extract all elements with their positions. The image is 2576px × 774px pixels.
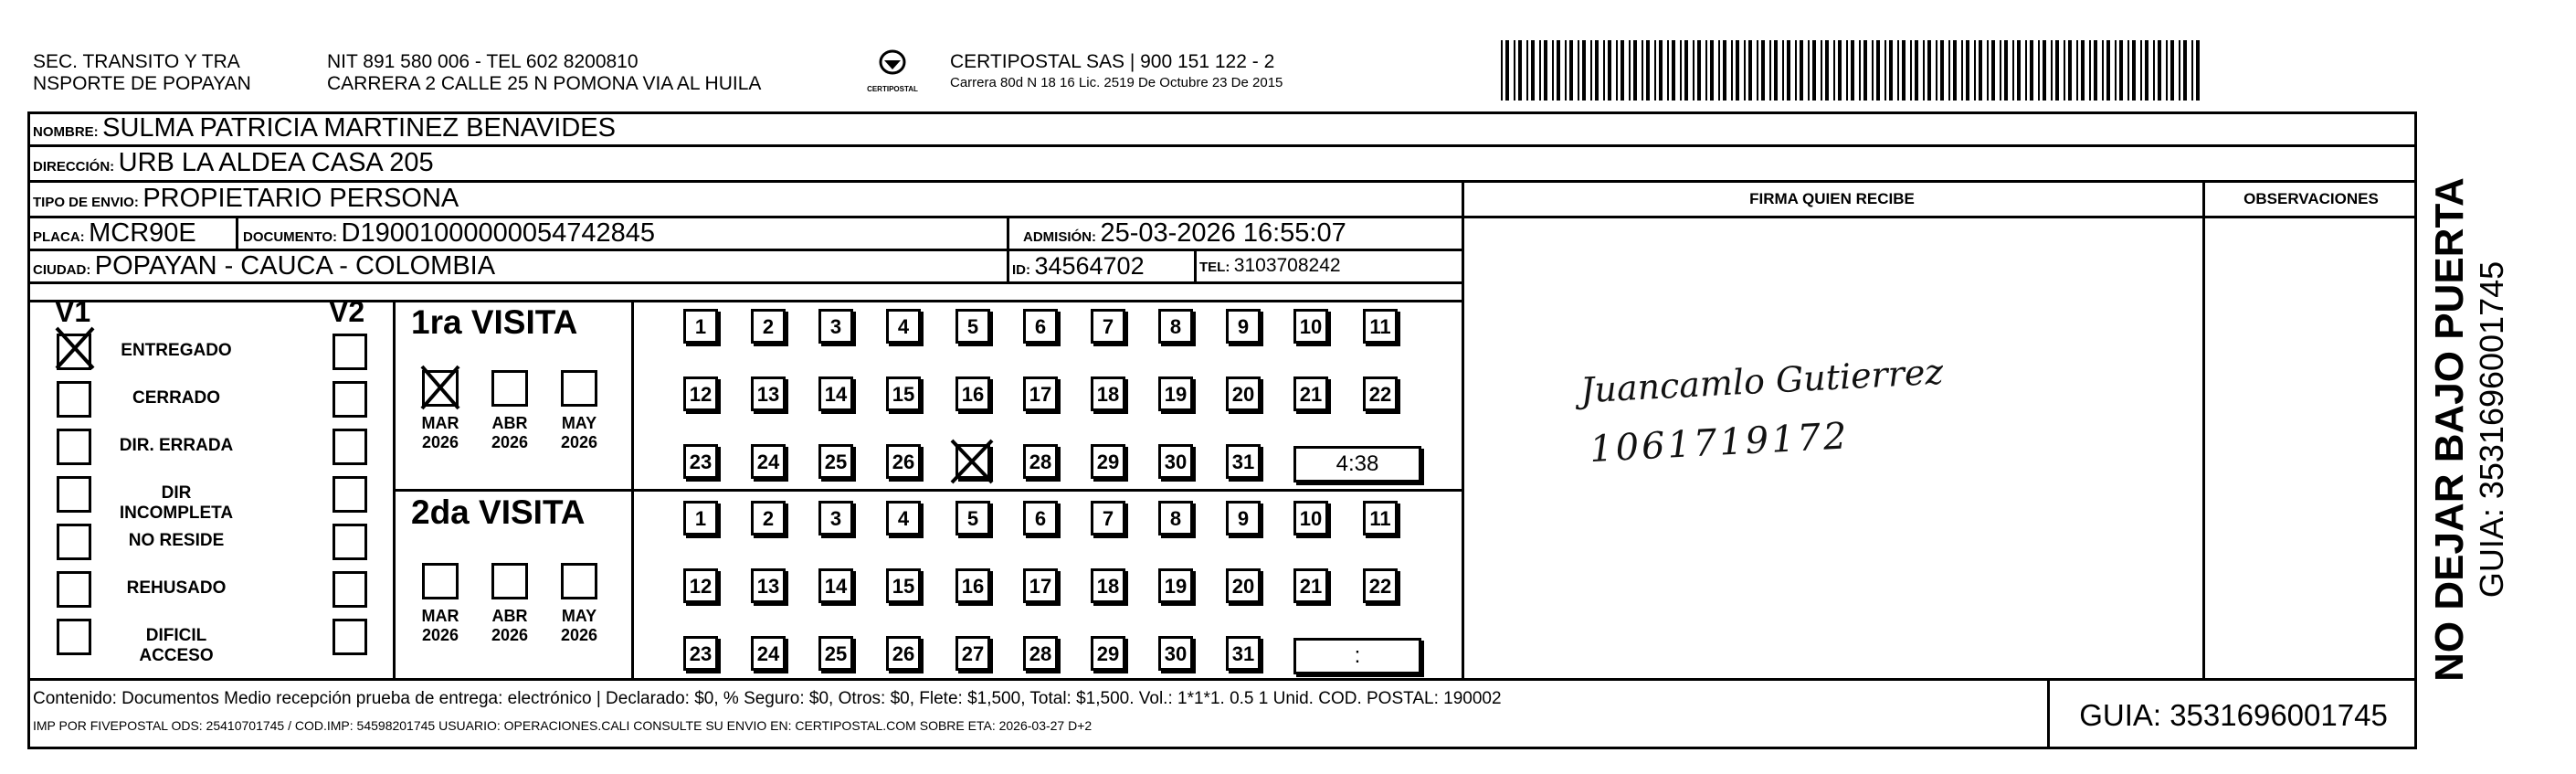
- barcode-bar: [2064, 40, 2065, 101]
- first-visit-day-25[interactable]: 25: [818, 444, 853, 479]
- barcode-bar: [1897, 40, 1899, 101]
- first-visit-day-3[interactable]: 3: [818, 309, 853, 344]
- barcode-bar: [2038, 40, 2040, 101]
- ciudad-cell: [33, 250, 495, 281]
- second-visit-day-31[interactable]: 31: [1226, 636, 1261, 671]
- barcode-bar: [1787, 40, 1790, 101]
- barcode-bar: [1526, 40, 1528, 101]
- barcode-bar: [1697, 40, 1701, 101]
- first-visit-day-13[interactable]: 13: [751, 376, 786, 411]
- barcode-bar: [1846, 40, 1848, 101]
- barcode-bar: [1629, 40, 1631, 101]
- status-label-dificil-acceso: DIFICIL ACCESO: [139, 626, 214, 665]
- v1-checkbox-cerrado[interactable]: [57, 381, 91, 418]
- first-visit-day-5[interactable]: 5: [955, 309, 990, 344]
- barcode-bar: [1979, 40, 1982, 101]
- first-visit-day-8[interactable]: 8: [1158, 309, 1193, 344]
- first-visit-day-17[interactable]: 17: [1023, 376, 1058, 411]
- first-visit-day-1[interactable]: 1: [683, 309, 718, 344]
- signature-name: Juancamlo Gutierrez: [1579, 351, 1945, 411]
- barcode-bar: [1812, 40, 1816, 101]
- first-visit-day-14[interactable]: 14: [818, 376, 853, 411]
- barcode-bar: [1667, 40, 1669, 101]
- second-visit-month-box-abr[interactable]: [491, 563, 528, 599]
- tel-label: TEL:: [1199, 260, 1230, 275]
- barcode-bar: [1953, 40, 1957, 101]
- second-visit-day-16[interactable]: 16: [955, 568, 990, 603]
- barcode-bar: [2017, 40, 2021, 101]
- barcode-bar: [1539, 40, 1541, 101]
- first-visit-day-15[interactable]: 15: [886, 376, 921, 411]
- barcode-bar: [2004, 40, 2008, 101]
- second-visit-day-13[interactable]: 13: [751, 568, 786, 603]
- placa-cell: [33, 217, 196, 249]
- first-visit-month-label-abr: ABR 2026: [491, 414, 529, 451]
- v2-checkbox-entregado[interactable]: [333, 334, 367, 370]
- id-cell: [1012, 250, 1145, 281]
- barcode-bar: [1544, 40, 1547, 101]
- barcode-bar: [2094, 40, 2097, 101]
- firma-header: FIRMA QUIEN RECIBE: [1749, 190, 1915, 207]
- barcode-bar: [2115, 40, 2117, 101]
- first-visit-day-4[interactable]: 4: [886, 309, 921, 344]
- barcode-bar: [1833, 40, 1835, 101]
- barcode-bar: [1927, 40, 1931, 101]
- first-visit-day-30[interactable]: 30: [1158, 444, 1193, 479]
- barcode-bar: [1569, 40, 1573, 101]
- barcode-bar: [1761, 40, 1765, 101]
- first-visit-day-16[interactable]: 16: [955, 376, 990, 411]
- first-visit-title: 1ra VISITA: [411, 303, 578, 341]
- v1-checkbox-dir-errada[interactable]: [57, 429, 91, 465]
- second-visit-month-label-mar: MAR 2026: [421, 607, 459, 644]
- barcode-bar: [2055, 40, 2059, 101]
- barcode-bar: [2179, 40, 2180, 101]
- nombre-value: SULMA PATRICIA MARTINEZ BENAVIDES: [102, 113, 616, 143]
- first-visit-day-21[interactable]: 21: [1293, 376, 1328, 411]
- barcode-bar: [1851, 40, 1854, 101]
- documento-cell: [243, 217, 655, 249]
- second-visit-month-box-may[interactable]: [561, 563, 597, 599]
- first-visit-day-12[interactable]: 12: [683, 376, 718, 411]
- barcode-bar: [1915, 40, 1918, 101]
- first-visit-day-check-mark: [950, 439, 994, 484]
- barcode-bar: [2043, 40, 2046, 101]
- barcode-bar: [2025, 40, 2027, 101]
- barcode-bar: [1974, 40, 1976, 101]
- barcode-bar: [1659, 40, 1663, 101]
- second-visit-day-1[interactable]: 1: [683, 501, 718, 535]
- second-visit-day-4[interactable]: 4: [886, 501, 921, 535]
- barcode-bar: [1774, 40, 1778, 101]
- first-visit-day-24[interactable]: 24: [751, 444, 786, 479]
- second-visit-day-3[interactable]: 3: [818, 501, 853, 535]
- sender-name: SEC. TRANSITO Y TRA NSPORTE DE POPAYAN: [33, 51, 251, 94]
- barcode-bar: [2191, 40, 2193, 101]
- first-visit-day-20[interactable]: 20: [1226, 376, 1261, 411]
- v2-checkbox-rehusado[interactable]: [333, 571, 367, 608]
- signature-id: 1061719172: [1589, 415, 1851, 472]
- barcode-bar: [1936, 40, 1937, 101]
- barcode-bar: [2081, 40, 2085, 101]
- barcode-bar: [1646, 40, 1650, 101]
- side-note: [2426, 137, 2563, 722]
- v1-label: V1: [55, 295, 91, 328]
- second-visit-day-27[interactable]: 27: [955, 636, 990, 671]
- barcode-bar: [1948, 40, 1950, 101]
- v2-checkbox-cerrado[interactable]: [333, 381, 367, 418]
- first-visit-day-7[interactable]: 7: [1091, 309, 1125, 344]
- barcode-bar: [1782, 40, 1784, 101]
- first-visit-day-23[interactable]: 23: [683, 444, 718, 479]
- second-visit-day-10[interactable]: 10: [1293, 501, 1328, 535]
- barcode-bar: [2068, 40, 2072, 101]
- v2-checkbox-dificil-acceso[interactable]: [333, 619, 367, 655]
- barcode-bar: [1590, 40, 1592, 101]
- barcode-bar: [1578, 40, 1579, 101]
- first-visit-time-box[interactable]: 4:38: [1293, 446, 1421, 482]
- first-visit-day-2[interactable]: 2: [751, 309, 786, 344]
- barcode-bar: [1514, 40, 1515, 101]
- side-guia: GUIA: 3531696001745: [2473, 260, 2510, 599]
- status-label-no-reside: NO RESIDE: [128, 531, 225, 550]
- tipo-envio-value: PROPIETARIO PERSONA: [143, 184, 459, 213]
- v1-check-mark: [55, 326, 95, 370]
- barcode-bar: [1889, 40, 1893, 101]
- barcode-bar: [1501, 40, 1503, 101]
- second-visit-day-18[interactable]: 18: [1091, 568, 1125, 603]
- first-visit-day-10[interactable]: 10: [1293, 309, 1328, 344]
- documento-label: DOCUMENTO:: [243, 229, 338, 245]
- v1-checkbox-rehusado[interactable]: [57, 571, 91, 608]
- barcode-bar: [1748, 40, 1752, 101]
- barcode-bar: [1621, 40, 1624, 101]
- barcode-bar: [1705, 40, 1707, 101]
- status-label-rehusado: REHUSADO: [126, 578, 227, 598]
- second-visit-day-20[interactable]: 20: [1226, 568, 1261, 603]
- id-value: 34564702: [1034, 252, 1145, 280]
- second-visit-day-17[interactable]: 17: [1023, 568, 1058, 603]
- barcode-bar: [2119, 40, 2123, 101]
- footer-content: Contenido: Documentos Medio recepción prueba de entrega: electrónico | Declarado: $0, % Seguro: $0, Otros: $0, Flete: $1,500, Total: $1,500. Vol.: 1*1*1. 0.5 1 Unid. COD. POSTAL: 190002: [33, 689, 1502, 708]
- second-visit-month-label-may: MAY 2026: [560, 607, 598, 644]
- barcode-bar: [1884, 40, 1886, 101]
- second-visit-month-box-mar[interactable]: [422, 563, 459, 599]
- second-visit-day-2[interactable]: 2: [751, 501, 786, 535]
- admision-value: 25-03-2026 16:55:07: [1100, 218, 1346, 248]
- barcode-bar: [1961, 40, 1963, 101]
- first-visit-month-box-abr[interactable]: [491, 370, 528, 407]
- status-label-entregado: ENTREGADO: [121, 341, 232, 360]
- barcode-bar: [1800, 40, 1803, 101]
- barcode-bar: [2153, 40, 2155, 101]
- courier-info: CERTIPOSTAL SAS | 900 151 122 - 2 Carrera 80d N 18 16 Lic. 2519 De Octubre 23 De 2015: [950, 51, 1283, 90]
- first-visit-month-label-may: MAY 2026: [560, 414, 598, 451]
- first-visit-month-check-mark: [420, 365, 460, 410]
- barcode-bar: [1731, 40, 1733, 101]
- barcode-bar: [1736, 40, 1739, 101]
- second-visit-time-box[interactable]: :: [1293, 638, 1421, 674]
- barcode-bar: [2196, 40, 2200, 101]
- second-visit-day-22[interactable]: 22: [1363, 568, 1398, 603]
- first-visit-day-11[interactable]: 11: [1363, 309, 1398, 344]
- v1-checkbox-no-reside[interactable]: [57, 524, 91, 560]
- barcode-bar: [2170, 40, 2174, 101]
- observaciones-header: OBSERVACIONES: [2243, 190, 2379, 207]
- barcode-bar: [1684, 40, 1688, 101]
- barcode-bar: [2089, 40, 2091, 101]
- certipostal-logo: [864, 44, 921, 95]
- signature: [1579, 351, 1945, 472]
- v1-checkbox-dir-incompleta[interactable]: [57, 476, 91, 513]
- logo-text: CERTIPOSTAL: [867, 85, 918, 93]
- barcode-bar: [1991, 40, 1995, 101]
- tel-cell: [1199, 250, 1341, 281]
- barcode-bar: [1552, 40, 1554, 101]
- barcode-bar: [1518, 40, 1522, 101]
- placa-value: MCR90E: [89, 218, 196, 248]
- barcode-bar: [1838, 40, 1842, 101]
- barcode-bar: [1723, 40, 1726, 101]
- barcode-bar: [1821, 40, 1822, 101]
- barcode-bar: [1582, 40, 1586, 101]
- first-visit-day-31[interactable]: 31: [1226, 444, 1261, 479]
- barcode-bar: [1902, 40, 1906, 101]
- first-visit-day-26[interactable]: 26: [886, 444, 921, 479]
- second-visit-day-30[interactable]: 30: [1158, 636, 1193, 671]
- first-visit-day-28[interactable]: 28: [1023, 444, 1058, 479]
- first-visit-day-6[interactable]: 6: [1023, 309, 1058, 344]
- v2-label: V2: [329, 295, 365, 328]
- barcode-bar: [2158, 40, 2161, 101]
- barcode-bar: [1557, 40, 1560, 101]
- barcode-bar: [1876, 40, 1880, 101]
- barcode-bar: [1565, 40, 1567, 101]
- tipo-envio-label: TIPO DE ENVIO:: [33, 195, 139, 210]
- status-label-dir-errada: DIR. ERRADA: [119, 436, 234, 455]
- second-visit-day-8[interactable]: 8: [1158, 501, 1193, 535]
- barcode-bar: [1940, 40, 1944, 101]
- barcode-bar: [2183, 40, 2187, 101]
- second-visit-day-14[interactable]: 14: [818, 568, 853, 603]
- barcode-bar: [1603, 40, 1605, 101]
- first-visit-day-18[interactable]: 18: [1091, 376, 1125, 411]
- barcode-bar: [1718, 40, 1720, 101]
- barcode-bar: [2166, 40, 2168, 101]
- barcode-bar: [2000, 40, 2001, 101]
- second-visit-day-26[interactable]: 26: [886, 636, 921, 671]
- second-visit-day-25[interactable]: 25: [818, 636, 853, 671]
- barcode-bar: [1795, 40, 1797, 101]
- barcode-bar: [2106, 40, 2110, 101]
- nombre-label: NOMBRE:: [33, 124, 99, 140]
- second-visit-title: 2da VISITA: [411, 493, 586, 531]
- v2-checkbox-dir-errada[interactable]: [333, 429, 367, 465]
- second-visit-month-label-abr: ABR 2026: [491, 607, 529, 644]
- barcode-bar: [1633, 40, 1637, 101]
- barcode-bar: [1923, 40, 1925, 101]
- v2-checkbox-no-reside[interactable]: [333, 524, 367, 560]
- status-label-cerrado: CERRADO: [132, 388, 221, 408]
- id-label: ID:: [1012, 262, 1030, 278]
- barcode-bar: [2030, 40, 2033, 101]
- barcode-bar: [1595, 40, 1599, 101]
- second-visit-day-23[interactable]: 23: [683, 636, 718, 671]
- ciudad-label: CIUDAD:: [33, 262, 91, 278]
- second-visit-day-21[interactable]: 21: [1293, 568, 1328, 603]
- admision-label: ADMISIÓN:: [1023, 229, 1096, 245]
- first-visit-month-label-mar: MAR 2026: [421, 414, 459, 451]
- second-visit-day-7[interactable]: 7: [1091, 501, 1125, 535]
- barcode-bar: [1757, 40, 1758, 101]
- v2-checkbox-dir-incompleta[interactable]: [333, 476, 367, 513]
- barcode-bar: [1872, 40, 1874, 101]
- barcode-bar: [2132, 40, 2136, 101]
- second-visit-day-6[interactable]: 6: [1023, 501, 1058, 535]
- second-visit-day-11[interactable]: 11: [1363, 501, 1398, 535]
- footer-guia: GUIA: 3531696001745: [2079, 698, 2388, 732]
- first-visit-day-9[interactable]: 9: [1226, 309, 1261, 344]
- direccion-value: URB LA ALDEA CASA 205: [118, 148, 434, 177]
- tel-value: 3103708242: [1233, 255, 1341, 276]
- barcode-bar: [1642, 40, 1643, 101]
- barcode-bar: [2140, 40, 2142, 101]
- barcode-bar: [1987, 40, 1989, 101]
- footer-print-info: IMP POR FIVEPOSTAL ODS: 25410701745 / COD.IMP: 54598201745 USUARIO: OPERACIONES.CALI CONSULTE SU ENVIO EN: CERTIPOSTAL.COM SOBRE ETA: 2026-03-27 D+2: [33, 718, 1093, 733]
- barcode-bar: [1608, 40, 1611, 101]
- documento-value: D19001000000054742845: [341, 218, 656, 248]
- first-visit-day-19[interactable]: 19: [1158, 376, 1193, 411]
- second-visit-day-15[interactable]: 15: [886, 568, 921, 603]
- admision-cell: [1023, 217, 1346, 249]
- barcode-bar: [1680, 40, 1682, 101]
- direccion-row: [33, 146, 434, 180]
- barcode-bar: [1966, 40, 1969, 101]
- nombre-row: [33, 111, 616, 144]
- ciudad-value: POPAYAN - CAUCA - COLOMBIA: [94, 251, 496, 281]
- v1-checkbox-dificil-acceso[interactable]: [57, 619, 91, 655]
- first-visit-day-22[interactable]: 22: [1363, 376, 1398, 411]
- barcode-bar: [1672, 40, 1675, 101]
- barcode: [1501, 40, 2207, 101]
- second-visit-day-9[interactable]: 9: [1226, 501, 1261, 535]
- first-visit-month-box-may[interactable]: [561, 370, 597, 407]
- tipo-envio-row: [33, 182, 459, 216]
- direccion-label: DIRECCIÓN:: [33, 159, 115, 175]
- second-visit-day-19[interactable]: 19: [1158, 568, 1193, 603]
- barcode-bar: [2076, 40, 2078, 101]
- barcode-bar: [2102, 40, 2104, 101]
- barcode-bar: [1863, 40, 1867, 101]
- barcode-bar: [1744, 40, 1746, 101]
- barcode-bar: [2051, 40, 2053, 101]
- barcode-bar: [1910, 40, 1912, 101]
- barcode-bar: [1859, 40, 1861, 101]
- barcode-bar: [1505, 40, 1509, 101]
- second-visit-day-12[interactable]: 12: [683, 568, 718, 603]
- barcode-bar: [1710, 40, 1714, 101]
- barcode-bar: [1808, 40, 1810, 101]
- no-dejar-bajo-puerta: NO DEJAR BAJO PUERTA: [2427, 177, 2472, 682]
- second-visit-day-29[interactable]: 29: [1091, 636, 1125, 671]
- barcode-bar: [1769, 40, 1771, 101]
- barcode-bar: [2145, 40, 2148, 101]
- barcode-bar: [1693, 40, 1694, 101]
- barcode-bar: [2127, 40, 2129, 101]
- barcode-bar: [1531, 40, 1535, 101]
- second-visit-day-28[interactable]: 28: [1023, 636, 1058, 671]
- second-visit-day-5[interactable]: 5: [955, 501, 990, 535]
- second-visit-day-24[interactable]: 24: [751, 636, 786, 671]
- placa-label: PLACA:: [33, 229, 85, 245]
- barcode-bar: [1825, 40, 1829, 101]
- barcode-bar: [1616, 40, 1618, 101]
- first-visit-day-29[interactable]: 29: [1091, 444, 1125, 479]
- status-label-dir-incompleta: DIR INCOMPLETA: [119, 483, 234, 523]
- barcode-bar: [2012, 40, 2014, 101]
- barcode-bar: [1654, 40, 1656, 101]
- sender-nit-address: NIT 891 580 006 - TEL 602 8200810 CARRERA 2 CALLE 25 N POMONA VIA AL HUILA: [327, 51, 762, 94]
